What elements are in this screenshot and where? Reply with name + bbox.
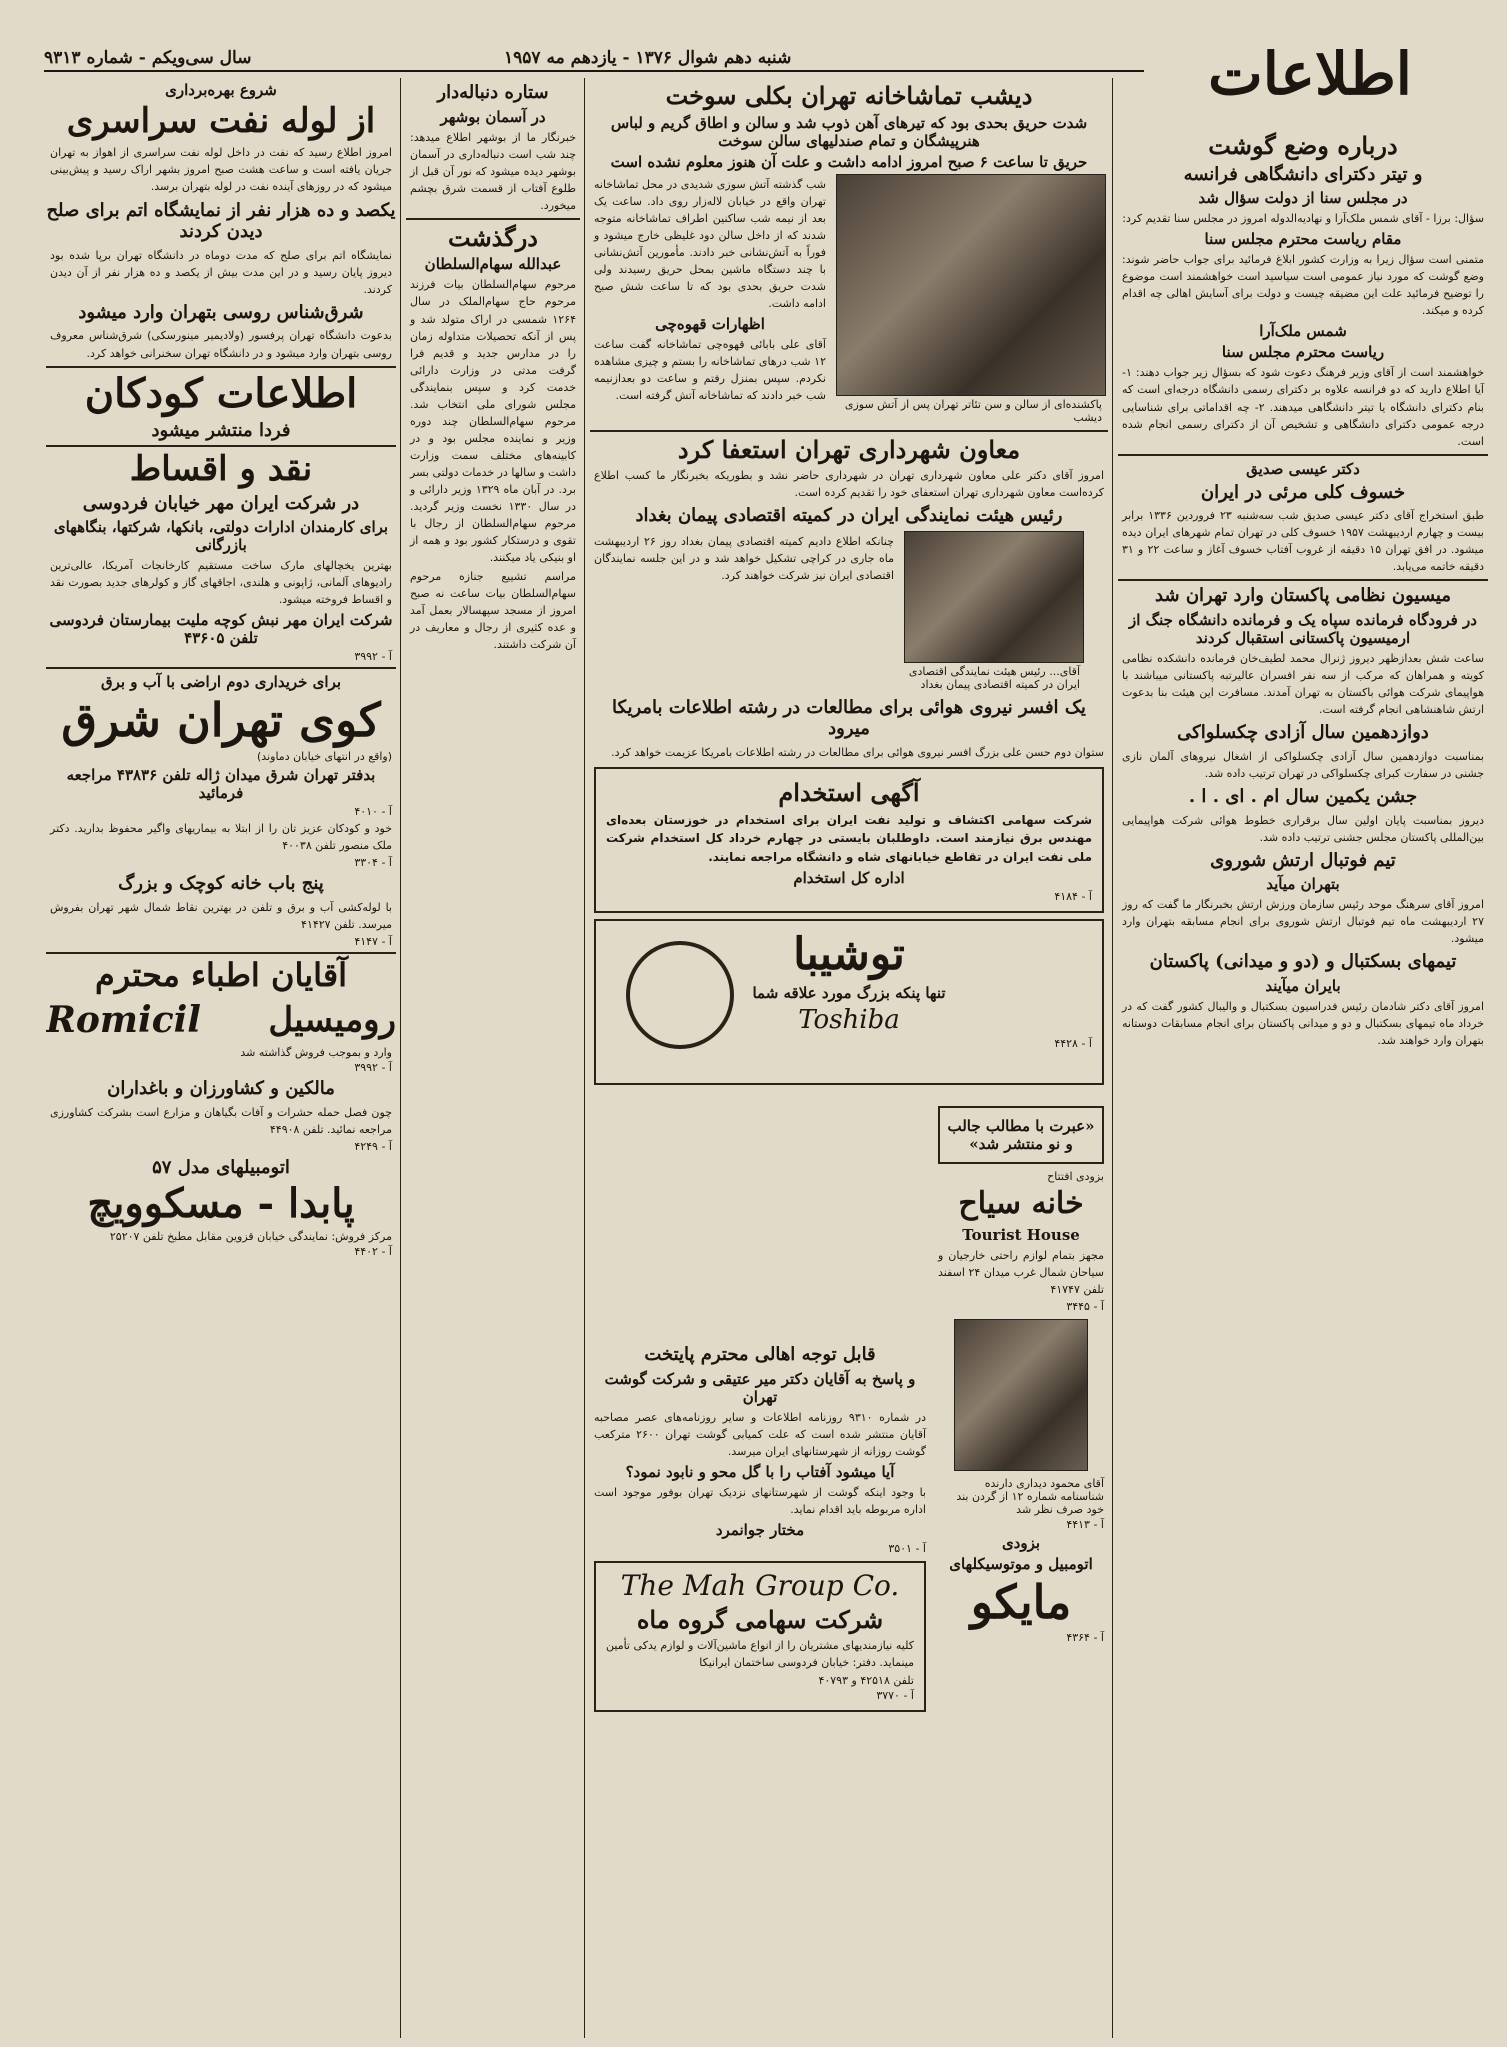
photo-caption: پاکشنده‌ای از سالن و سن تئاتر تهران پس از آتش سوزی دیشب	[844, 397, 1102, 424]
article-body: بدعوت دانشگاه تهران پرفسور (ولادیمیر مینورسکی) شرق‌شناس معروف روسی بتهران وارد میشود و در دانشگاه تهران سخنرانی خواهد کرد.	[50, 329, 392, 360]
ad-title: کوی تهران شرق	[61, 693, 381, 748]
article-body: با وجود اینکه گوشت از شهرستانهای نزدیک تهران بوفور موجود است اداره مربوطه باید اقدام نماید.	[594, 1485, 926, 1516]
article-heading: مقام ریاست محترم مجلس سنا	[1204, 230, 1402, 249]
portrait-photo	[904, 531, 1084, 663]
article-body: سؤال: برزا - آقای شمس ملک‌آرا و نهادیه‌الدوله امروز در مجلس سنا تقدیم کرد:	[1122, 212, 1484, 226]
ad-title: پنج باب خانه کوچک و بزرگ	[118, 872, 324, 894]
ad-code: آ - ۴۴۱۳	[1066, 1517, 1104, 1531]
ad-code: آ - ۴۱۸۴	[1054, 890, 1092, 904]
divider	[1118, 579, 1488, 581]
portrait-photo	[954, 1319, 1088, 1471]
ad-phone: تلفن ۴۲۵۱۸ و ۴۰۷۹۳	[818, 1673, 914, 1687]
ad-code: آ - ۳۵۰۱	[888, 1541, 926, 1555]
right-ads-column	[934, 1100, 1108, 2030]
ad-body: شرکت سهامی اکتشاف و تولید نفت ایران برای استخدام در خوزستان بعده‌ای مهندس برق نیازمند است. داوطلبان بایستی در چهارم خرداد کل استخدام شرکت ملی نفت ایران در تقاطع خیابانهای شاه و دانشگاه مراجعه نمایند.	[606, 812, 1092, 864]
ad-title: نقد و اقساط	[129, 449, 313, 490]
ad-brand-latin: Toshiba	[798, 1004, 900, 1035]
ad-body: مجهز بتمام لوازم راحتی خارجیان و سیاحان شمال غرب میدان ۲۴ اسفند تلفن ۴۱۷۴۷	[938, 1248, 1104, 1296]
article-subtitle: عبدالله سهام‌السلطان	[424, 255, 562, 274]
article-body: امروز آقای دکتر شادمان رئیس فدراسیون بسکتبال و والیبال کشور گفت که در خرداد ماه تیمهای بسکتبال و دو و میدانی پاکستان برای انجام مسابقات دوستانه بتهران وارد خواهند شد.	[1122, 999, 1484, 1048]
article-heading: ریاست محترم مجلس سنا	[1221, 343, 1385, 362]
ad-code: آ - ۴۴۰۲	[354, 1245, 392, 1259]
ad-code: آ - ۴۳۶۴	[1066, 1631, 1104, 1645]
article-body: در شماره ۹۳۱۰ روزنامه اطلاعات و سایر روزنامه‌های عصر مصاحبه آقایان منتشر شده است که علت کمیابی گوشت تهران ۲۶۰۰ مترکعب گوشت روزانه از شهرستانهای ایران میرسد.	[594, 1410, 927, 1458]
article-title: رئیس هیئت نمایندگی ایران در کمیته اقتصادی پیمان بغداد	[635, 505, 1063, 527]
masthead-logo: اطلاعات	[1208, 40, 1412, 108]
article-subtitle: در آسمان بوشهر	[440, 107, 546, 126]
ad-title: آگهی استخدام	[778, 778, 920, 808]
ad-title: اتومبیلهای مدل ۵۷	[152, 1156, 290, 1178]
ad-body: بدفتر تهران شرق میدان ژاله تلفن ۴۳۸۳۶ مراجعه فرمائید	[66, 765, 376, 802]
article-title: معاون شهرداری تهران استعفا کرد	[677, 434, 1021, 464]
ad-subtitle: در شرکت ایران مهر خیابان فردوسی	[82, 492, 360, 514]
ad-brand: پابدا - مسکوویچ	[87, 1180, 355, 1228]
article-subtitle: بایران میآیند	[1265, 976, 1341, 995]
divider	[590, 430, 1108, 432]
article-title: درباره وضع گوشت	[1208, 131, 1398, 160]
article-heading: اظهارات قهوه‌چی	[655, 314, 765, 333]
notice-column	[590, 1340, 930, 2030]
ad-pre: بزودی	[1001, 1533, 1041, 1552]
article-subtitle: در مجلس سنا از دولت سؤال شد	[1198, 189, 1408, 208]
fan-icon	[626, 941, 734, 1049]
ad-title: مالکین و کشاورزان و باغداران	[107, 1077, 335, 1099]
article-subtitle: و تیتر دکترای دانشگاهی فرانسه	[1183, 163, 1423, 185]
article-body: متمنی است سؤال زیرا به وزارت کشور ابلاغ فرمائید برای جواب حاضر شوند: وضع گوشت که مورد نیاز عمومی است سیاسید است خواهشمند است موضوع را توضیح فرمائید علت این مضیقه چیست و دولت برای آسایش اهالی چه اقدام کرده و میکند.	[1122, 253, 1484, 318]
ad-title: آقایان اطباء محترم	[94, 955, 348, 994]
divider	[46, 667, 396, 669]
ad-code: آ - ۴۰۱۰	[354, 804, 392, 818]
ebrat-ad	[938, 1106, 1104, 1164]
fire-photo	[836, 174, 1106, 396]
divider	[1118, 454, 1488, 456]
article-body: دیروز بمناسبت پایان اولین سال برقراری خطوط هوائی شرکت هواپیمایی بین‌المللی پاکستان مجلس جشنی ترتیب داده شد.	[1122, 813, 1484, 844]
ad-pre: برای خریداری دوم اراضی با آب و برق	[100, 673, 342, 692]
article-title: از لوله نفت سراسری	[66, 101, 376, 141]
signature: شمس ملک‌آرا	[1259, 322, 1347, 341]
toshiba-ad	[594, 919, 1104, 1085]
issue-number: سال سی‌ویکم - شماره ۹۳۱۳	[44, 48, 252, 68]
article-subtitle: حریق تا ساعت ۶ صبح امروز ادامه داشت و علت آن هنوز معلوم نشده است	[610, 152, 1088, 171]
ad-slogan: تنها پنکه بزرگ مورد علاقه شما	[752, 983, 946, 1002]
divider	[46, 952, 396, 954]
ad-title: «عبرت با مطالب جالب و نو منتشر شد»	[947, 1117, 1095, 1153]
article-subtitle: بتهران میآید	[1266, 875, 1340, 894]
ad-body: چون فصل حمله حشرات و آفات بگیاهان و مزارع است بشرکت کشاورزی مراجعه نمائید. تلفن ۴۴۹۰۸	[50, 1105, 392, 1136]
article-body: امروز اطلاع رسید که نفت در داخل لوله نفت سراسری از اهواز به تهران جریان یافته است و ساعت هشت صبح امروز بشهر اراک رسید و پیش‌بینی میشود که در روزهای آینده نفت در لوله بتهران برسد.	[50, 146, 392, 194]
mah-group-ad	[594, 1561, 926, 1712]
article-body: ستوان دوم حسن علی بزرگ افسر نیروی هوائی برای مطالعات در رشته اطلاعات بامریکا عزیمت خواهد کرد.	[611, 746, 1104, 760]
article-body: بمناسبت دوازدهمین سال آزادی چکسلواکی از اشغال نیروهای آلمان نازی جشنی در سفارت کبرای چکسلواکی در تهران ترتیب داده شد.	[1122, 749, 1484, 780]
article-body: مراسم تشییع جنازه مرحوم سهام‌السلطان بیات ساعت نه صبح امروز از مسجد سپهسالار بعمل آمد و عده کثیری از رجال و معاریف در آن شرکت داشتند.	[410, 570, 576, 652]
photo-caption: آقای محمود دیداری دارنده شناسنامه شماره ۱۲ از گردن بند خود صرف نظر شد	[956, 1476, 1104, 1516]
article-body: طبق استخراج آقای دکتر عیسی صدیق شب سه‌شنبه ۲۳ فروردین ۱۳۳۶ برابر بیست و چهارم اردیبهشت ۱۹۵۷ خسوف کلی در تهران تمام شهرهای ایران دیده میشود. در افق تهران ۱۵ دقیقه از غروب آفتاب خسوف آغاز و ساعت ۲۲ و ۳۱ دقیقه خاتمه می‌یابد.	[1122, 509, 1485, 574]
article-title: دوازدهمین سال آزادی چکسلواکی	[1177, 722, 1429, 744]
article-body: ساعت شش بعدازظهر دیروز ژنرال محمد لطیف‌خان فرمانده دانشکده نظامی کویته و همراهان که مرکب از سه نفر افسران عالیرتبه پاکستانی میباشند با هواپیمای شرکت هوائی باکستان به تهران آمدند. مسافرت این هیئت بنا بدعوت ارتش شاهنشاهی انجام گرفته است.	[1122, 652, 1484, 717]
column-mid	[406, 78, 580, 2038]
article-title: دیشب تماشاخانه تهران بکلی سوخت	[665, 81, 1033, 110]
ad-subtitle: برای کارمندان ادارات دولتی، بانکها، شرکتها، بنگاههای بازرگانی	[53, 518, 389, 555]
column-right	[1118, 128, 1488, 2028]
divider	[46, 445, 396, 447]
page-header	[44, 44, 1144, 72]
divider	[46, 366, 396, 368]
ad-body: بهترین یخچالهای مارک ساخت مستقیم کارخانجات آمریکا، عالی‌ترین رادیوهای آلمانی، ژاپونی و هلندی، اجاقهای گاز و کولرهای جدید بصورت نقد و اقساط فروخته میشود.	[50, 559, 392, 607]
divider	[406, 218, 580, 220]
article-title: جشن یکمین سال ام . ای . ا .	[1188, 785, 1418, 807]
ad-brand-latin: The Mah Group Co.	[620, 1568, 900, 1602]
ad-body: با لوله‌کشی آب و برق و تلفن در بهترین نقاط شمال شهر تهران بفروش میرسد. تلفن ۴۱۴۲۷	[50, 900, 392, 931]
ad-code: آ - ۳۹۹۲	[354, 1060, 392, 1074]
article-kicker: دکتر عیسی صدیق	[1246, 459, 1360, 478]
article-title: یکصد و ده هزار نفر از نمایشگاه اتم برای صلح دیدن کردند	[46, 199, 396, 243]
article-body: امروز آقای سرهنگ موحد رئیس سازمان ورزش ارتش بخبرنگار ما گفت که روز ۲۷ اردیبهشت ماه تیم فوتبال ارتش شوروی برای انجام مسابقه بتهران وارد میشود.	[1122, 898, 1484, 946]
article-title: یک افسر نیروی هوائی برای مطالعات در رشته اطلاعات بامریکا میرود	[612, 696, 1086, 740]
article-title: قابل توجه اهالی محترم پایتخت	[644, 1344, 876, 1365]
article-title: تیم فوتبال ارتش شوروی	[1210, 849, 1396, 871]
ad-body: خود و کودکان عزیز تان را از ابتلا به بیماریهای واگیر محفوظ بدارید. دکتر ملک منصور تلفن ۴۰۰۳۸	[50, 821, 392, 852]
ad-pre: بزودی افتتاح	[1047, 1170, 1104, 1183]
article-title: تیمهای بسکتبال و (دو و میدانی) پاکستان	[1149, 951, 1457, 973]
photo-caption: آقای... رئیس هیئت نمایندگی اقتصادی ایران در کمیته اقتصادی پیمان بغداد	[908, 664, 1080, 691]
ad-subtitle: (واقع در انتهای خیابان دماوند)	[257, 749, 392, 763]
ad-title: اطلاعات کودکان	[84, 369, 358, 417]
ad-code: آ - ۴۱۴۷	[354, 934, 392, 948]
article-subtitle: و پاسخ به آقایان دکتر میر عتیقی و شرکت گوشت تهران	[604, 1369, 916, 1406]
article-title: ستاره دنباله‌دار	[437, 82, 549, 103]
column-rule	[584, 78, 585, 2038]
ad-body: وارد و بموجب فروش گذاشته شد	[240, 1045, 392, 1059]
column-rule	[1112, 78, 1113, 2038]
article-subtitle: در فرودگاه فرمانده سپاه یک و فرمانده دانشگاه جنگ از ارمیسیون پاکستانی استقبال کردند	[1129, 611, 1477, 648]
article-body: چنانکه اطلاع دادیم کمیته اقتصادی پیمان بغداد روز ۲۶ اردیبهشت ماه جاری در کراچی تشکیل خواهد شد و در این جلسه نمایندگان اقتصادی ایران نیز شرکت خواهند کرد.	[594, 534, 894, 582]
ad-code: آ - ۳۳۰۴	[354, 855, 392, 869]
column-left	[46, 78, 396, 2038]
job-ad	[594, 767, 1104, 913]
ad-subtitle: فردا منتشر میشود	[151, 419, 291, 441]
article-title: شرق‌شناس روسی بتهران وارد میشود	[78, 301, 364, 323]
article-body: نمایشگاه اتم برای صلح که مدت دوماه در دانشگاه تهران برپا شده بود دیروز پایان رسید و در این مدت بیش از یکصد و ده هزار نفر از آن دیدن کردند.	[50, 248, 392, 296]
column-rule	[400, 78, 401, 2038]
ad-title-latin: Tourist House	[962, 1225, 1080, 1244]
ad-title: شرکت سهامی گروه ماه	[636, 1604, 884, 1634]
ad-code: آ - ۴۴۲۸	[1054, 1036, 1092, 1050]
ad-address: شرکت ایران مهر نبش کوچه ملیت بیمارستان فردوسی تلفن ۴۳۶۰۵	[49, 611, 393, 648]
article-body: امروز آقای دکتر علی معاون شهرداری تهران در شهرداری حاضر نشد و بطوریکه بخبرنگار ما کسب اطلاع کرده‌است معاون شهرداری تهران استعفای خود را تقدیم کرده است.	[594, 469, 1104, 500]
signature: مختار جوانمرد	[715, 1520, 805, 1539]
article-body: آقای علی بابائی قهوه‌چی تماشاخانه گفت ساعت ۱۲ شب درهای تماشاخانه را بستم و چیزی مشاهده نکردم. سپس بمنزل رفتم و ساعت دو بعدازنیمه شب خبر دادند که تماشاخانه آتش گرفته است.	[594, 337, 826, 403]
article-title: میسیون نظامی پاکستان وارد تهران شد	[1155, 585, 1451, 607]
article-title: خسوف کلی مرئی در ایران	[1200, 481, 1406, 503]
issue-date: شنبه دهم شوال ۱۳۷۶ - یازدهم مه ۱۹۵۷	[504, 48, 792, 68]
ad-code: آ - ۳۹۹۲	[354, 650, 392, 664]
article-kicker: شروع بهره‌برداری	[165, 81, 277, 99]
article-body: مرحوم سهام‌السلطان بیات فرزند مرحوم حاج سهام‌الملک در سال ۱۲۶۴ شمسی در اراک متولد شد و پس از آنکه تحصیلات متداوله زمان را در مدارس جدید و قدیم فرا گرفت مدتی در وزارت دارائی خدمت کرد و سپس بنمایندگی مجلس شورای ملی انتخاب شد. مرحوم سهام‌السلطان چند دوره وزیر و نماینده مجلس بود و در کابینه‌های مختلف سمت وزارت داشت و سالها در خدمات دولتی بسر برد. در آبان ماه ۱۳۲۹ وزیر دارائی و در سال ۱۳۳۰ نخست وزیر گردید. مرحوم سهام‌السلطان از رجال با تقوی و درستکار کشور بود و همه از او بنیکی یاد میکنند.	[410, 278, 576, 565]
ad-brand-latin: Romicil	[46, 999, 201, 1042]
ad-subtitle: اتومبیل و موتوسیکلهای	[949, 1554, 1093, 1573]
article-subtitle: شدت حریق بحدی بود که تیرهای آهن ذوب شد و سالن و اطاق گریم و لباس هنرپیشگان و تمام صندلیهای سالن سوخت	[610, 113, 1088, 150]
ad-body: مرکز فروش: نمایندگی خیابان قزوین مقابل مطبخ تلفن ۲۵۲۰۷	[109, 1230, 392, 1244]
ad-brand: مایکو	[970, 1574, 1072, 1629]
article-title: درگذشت	[448, 222, 538, 252]
ad-title: خانه سیاح	[958, 1186, 1084, 1221]
article-body: خواهشمند است از آقای وزیر فرهنگ دعوت شود که بسؤال زیر جواب دهند: ۱- آیا اطلاع دارید که دو فرانسه علاوه بر دکترای رسمی دانشگاه درجه‌ای است که بنام دکترای دانشگاه یا تیتر دانشگاهی میدهند. ۲- چه اقداماتی برای شناسایی درجه عمومی دکترای دانشگاهی و تشخیص آن از دکترای رسمی انجام شده است.	[1122, 366, 1484, 448]
ad-code: آ - ۳۷۷۰	[876, 1688, 914, 1702]
ad-signature: اداره کل استخدام	[793, 869, 905, 888]
ad-code: آ - ۴۲۴۹	[354, 1139, 392, 1153]
ad-brand: توشیبا	[793, 929, 905, 981]
ad-brand: رومیسیل	[268, 999, 396, 1040]
article-body: خبرنگار ما از بوشهر اطلاع میدهد: چند شب است دنباله‌داری در آسمان بوشهر دیده میشود که نور آن قبل از طلوع آفتاب از قسمت شرق بچشم میخورد.	[410, 130, 576, 212]
ad-body: کلیه نیازمندیهای مشتریان را از انواع ماشین‌آلات و لوازم یدکی تأمین مینماید. دفتر: خیابان فردوسی ساختمان ایرانیکا	[606, 1639, 914, 1670]
article-body: شب گذشته آتش سوزی شدیدی در محل تماشاخانه تهران واقع در خیابان لاله‌زار روی داد. ساعت یک بعد از نیمه شب ساکنین اطراف تماشاخانه متوجه شدند که از داخل سالن دود غلیظی خارج میشود و فوراً به آتش‌نشانی خبر دادند. مأمورین آتش‌نشانی با چند دستگاه ماشین بمحل حریق رسیدند ولی شدت حریق بحدی بود که تا ساعت شش صبح ادامه داشت.	[594, 177, 826, 310]
article-heading: آیا میشود آفتاب را با گل محو و نابود نمود؟	[625, 1462, 895, 1481]
ad-code: آ - ۳۴۴۵	[1066, 1299, 1104, 1313]
